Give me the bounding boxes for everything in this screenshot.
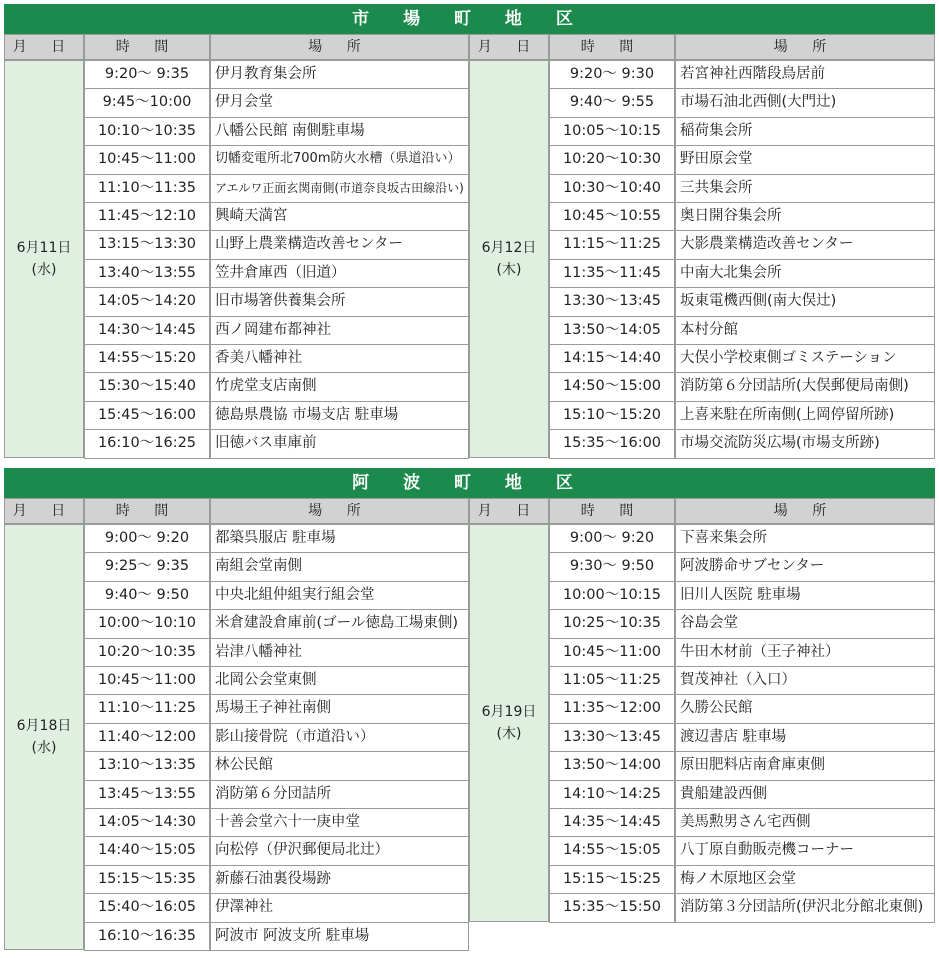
time-cell: 10:05～10:15	[549, 117, 675, 146]
place-cell: 旧川人医院 駐車場	[675, 581, 935, 610]
place-cell: 大俣小学校東側ゴミステーション	[675, 344, 935, 373]
place-cell: 旧市場箸供養集会所	[210, 287, 469, 316]
place-cell: 市場石油北西側(大門辻)	[675, 88, 935, 117]
header-place: 場 所	[210, 498, 469, 524]
time-cell: 15:35～16:00	[549, 429, 675, 458]
time-cell: 13:30～13:45	[549, 723, 675, 752]
time-cell: 14:40～15:05	[84, 836, 210, 865]
place-cell: 消防第６分団詰所(大俣郵便局南側)	[675, 372, 935, 401]
place-cell: 大影農業構造改善センター	[675, 230, 935, 259]
weekday-label: (木)	[496, 725, 522, 742]
place-cell: 中南大北集会所	[675, 259, 935, 288]
time-cell: 10:25～10:35	[549, 609, 675, 638]
time-cell: 14:30～14:45	[84, 316, 210, 345]
date-label: 6月12日	[481, 239, 537, 256]
place-cell: 稲荷集会所	[675, 117, 935, 146]
place-cell: 伊月会堂	[210, 88, 469, 117]
place-cell: 久勝公民館	[675, 694, 935, 723]
place-cell: 梅ノ木原地区会堂	[675, 865, 935, 894]
time-cell: 10:00～10:10	[84, 609, 210, 638]
date-cell	[469, 524, 549, 922]
time-cell: 16:10～16:35	[84, 922, 210, 951]
header-place: 場 所	[675, 498, 935, 524]
time-cell: 14:05～14:30	[84, 808, 210, 837]
time-cell: 9:40～ 9:50	[84, 581, 210, 610]
place-cell: 八幡公民館 南側駐車場	[210, 117, 469, 146]
time-cell: 14:05～14:20	[84, 287, 210, 316]
header-place: 場 所	[210, 34, 469, 60]
place-cell: 下喜来集会所	[675, 524, 935, 553]
place-cell: 阿波勝命サブセンター	[675, 552, 935, 581]
header-time: 時 間	[84, 34, 210, 60]
weekday-label: (水)	[31, 740, 57, 756]
header-time: 時 間	[549, 498, 675, 524]
place-cell: 渡辺書店 駐車場	[675, 723, 935, 752]
place-cell: 奥日開谷集会所	[675, 202, 935, 231]
place-cell: 八丁原自動販売機コーナー	[675, 836, 935, 865]
place-cell: 旧徳バス車庫前	[210, 429, 469, 458]
place-cell: 南組会堂南側	[210, 552, 469, 581]
header-date: 月 日	[469, 498, 549, 524]
time-cell: 13:40～13:55	[84, 259, 210, 288]
place-cell: 竹虎堂支店南側	[210, 372, 469, 401]
place-cell: 美馬勲男さん宅西側	[675, 808, 935, 837]
time-cell: 13:30～13:45	[549, 287, 675, 316]
time-cell: 10:20～10:35	[84, 638, 210, 667]
time-cell: 13:50～14:00	[549, 751, 675, 780]
time-cell: 11:35～12:00	[549, 694, 675, 723]
place-cell: 新藤石油裏役場跡	[210, 865, 469, 894]
time-cell: 14:55～15:05	[549, 836, 675, 865]
place-cell: 坂東電機西側(南大俣辻)	[675, 287, 935, 316]
time-cell: 11:10～11:35	[84, 174, 210, 203]
place-cell: 本村分館	[675, 316, 935, 345]
schedule-section	[4, 4, 935, 452]
time-cell: 13:15～13:30	[84, 230, 210, 259]
place-cell: 伊月教育集会所	[210, 60, 469, 89]
time-cell: 9:00～ 9:20	[84, 524, 210, 553]
place-cell: 三共集会所	[675, 174, 935, 203]
header-time: 時 間	[84, 498, 210, 524]
time-cell: 9:30～ 9:50	[549, 552, 675, 581]
place-cell: 徳島県農協 市場支店 駐車場	[210, 401, 469, 430]
time-cell: 14:15～14:40	[549, 344, 675, 373]
date-label: 6月18日	[16, 718, 72, 734]
date-label: 6月11日	[16, 239, 72, 256]
weekday-label: (水)	[31, 261, 57, 278]
place-cell: 消防第３分団詰所(伊沢北分館北東側)	[675, 893, 935, 922]
place-cell: 市場交流防災広場(市場支所跡)	[675, 429, 935, 458]
place-cell: 切幡変電所北700m防火水槽（県道沿い）	[210, 145, 469, 174]
time-cell: 15:10～15:20	[549, 401, 675, 430]
time-cell: 9:40～ 9:55	[549, 88, 675, 117]
place-cell: 十善会堂六十一庚申堂	[210, 808, 469, 837]
weekday-label: (木)	[496, 261, 522, 278]
place-cell: 北岡公会堂東側	[210, 666, 469, 695]
time-cell: 14:50～15:00	[549, 372, 675, 401]
date-cell	[4, 60, 84, 458]
place-cell: 笠井倉庫西（旧道）	[210, 259, 469, 288]
place-cell: 中央北組仲組実行組会堂	[210, 581, 469, 610]
place-cell: 賀茂神社（入口）	[675, 666, 935, 695]
time-cell: 15:40～16:05	[84, 893, 210, 922]
time-cell: 15:15～15:35	[84, 865, 210, 894]
place-cell: 原田肥料店南倉庫東側	[675, 751, 935, 780]
place-cell: 林公民館	[210, 751, 469, 780]
place-cell: 上喜来駐在所南側(上岡停留所跡)	[675, 401, 935, 430]
place-cell: 阿波市 阿波支所 駐車場	[210, 922, 469, 951]
place-cell: 野田原会堂	[675, 145, 935, 174]
place-cell: 米倉建設倉庫前(ゴール徳島工場東側)	[210, 609, 469, 638]
time-cell: 10:45～11:00	[549, 638, 675, 667]
time-cell: 9:00～ 9:20	[549, 524, 675, 553]
time-cell: 11:10～11:25	[84, 694, 210, 723]
time-cell: 11:35～11:45	[549, 259, 675, 288]
date-label: 6月19日	[481, 703, 537, 720]
header-date: 月 日	[4, 34, 84, 60]
header-date: 月 日	[4, 498, 84, 524]
time-cell: 14:35～14:45	[549, 808, 675, 837]
place-cell: 谷島会堂	[675, 609, 935, 638]
time-cell: 13:10～13:35	[84, 751, 210, 780]
time-cell: 10:45～11:00	[84, 145, 210, 174]
place-cell: 都築呉服店 駐車場	[210, 524, 469, 553]
place-cell: 山野上農業構造改善センター	[210, 230, 469, 259]
time-cell: 11:40～12:00	[84, 723, 210, 752]
header-date: 月 日	[469, 34, 549, 60]
place-cell: 興崎天満宮	[210, 202, 469, 231]
time-cell: 10:45～11:00	[84, 666, 210, 695]
time-cell: 15:15～15:25	[549, 865, 675, 894]
place-cell: 貴船建設西側	[675, 780, 935, 809]
place-cell: 若宮神社西階段鳥居前	[675, 60, 935, 89]
time-cell: 9:20～ 9:35	[84, 60, 210, 89]
header-place: 場 所	[675, 34, 935, 60]
header-time: 時 間	[549, 34, 675, 60]
section-title: 市 場 町 地 区	[4, 4, 935, 34]
time-cell: 15:45～16:00	[84, 401, 210, 430]
place-cell: 牛田木材前（王子神社）	[675, 638, 935, 667]
time-cell: 11:05～11:25	[549, 666, 675, 695]
time-cell: 15:35～15:50	[549, 893, 675, 922]
place-cell: 伊澤神社	[210, 893, 469, 922]
section-title: 阿 波 町 地 区	[4, 468, 935, 498]
time-cell: 11:45～12:10	[84, 202, 210, 231]
time-cell: 10:00～10:15	[549, 581, 675, 610]
place-cell: 岩津八幡神社	[210, 638, 469, 667]
time-cell: 9:20～ 9:30	[549, 60, 675, 89]
place-cell: 馬場王子神社南側	[210, 694, 469, 723]
schedule-section	[4, 468, 935, 944]
time-cell: 9:25～ 9:35	[84, 552, 210, 581]
date-cell	[4, 524, 84, 950]
time-cell: 16:10～16:25	[84, 429, 210, 458]
time-cell: 11:15～11:25	[549, 230, 675, 259]
place-cell: 影山接骨院（市道沿い）	[210, 723, 469, 752]
time-cell: 10:10～10:35	[84, 117, 210, 146]
time-cell: 14:55～15:20	[84, 344, 210, 373]
time-cell: 10:30～10:40	[549, 174, 675, 203]
time-cell: 14:10～14:25	[549, 780, 675, 809]
time-cell: 10:20～10:30	[549, 145, 675, 174]
place-cell: 消防第６分団詰所	[210, 780, 469, 809]
place-cell: 西ノ岡建布都神社	[210, 316, 469, 345]
date-cell	[469, 60, 549, 458]
place-cell: アエルワ正面玄関南側(市道奈良坂古田線沿い)	[210, 174, 469, 203]
time-cell: 13:50～14:05	[549, 316, 675, 345]
time-cell: 10:45～10:55	[549, 202, 675, 231]
place-cell: 向松停（伊沢郵便局北辻）	[210, 836, 469, 865]
time-cell: 13:45～13:55	[84, 780, 210, 809]
time-cell: 9:45～10:00	[84, 88, 210, 117]
time-cell: 15:30～15:40	[84, 372, 210, 401]
place-cell: 香美八幡神社	[210, 344, 469, 373]
